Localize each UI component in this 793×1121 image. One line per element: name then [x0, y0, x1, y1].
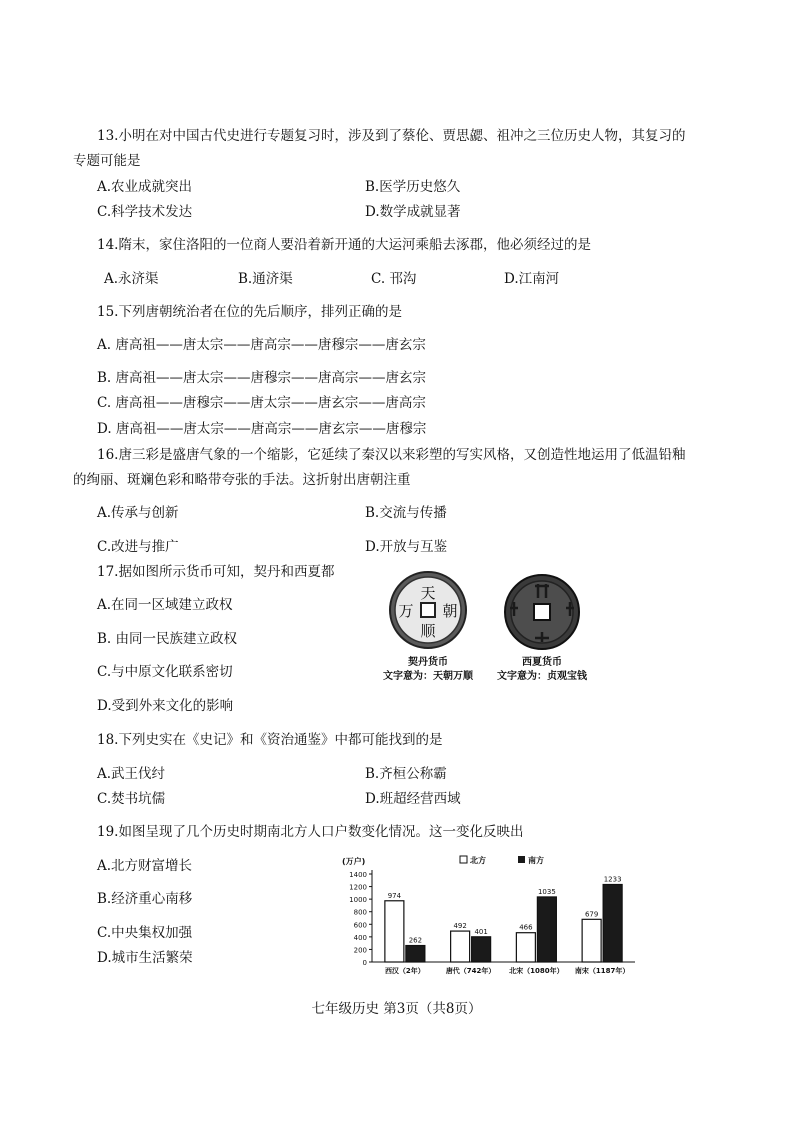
q19-option-b: B.经济重心南移: [97, 891, 193, 907]
q13-option-a: A.农业成就突出: [97, 179, 193, 195]
y-tick-label: 200: [353, 946, 367, 955]
q18-option-c: C.焚书坑儒: [97, 791, 166, 807]
q13-option-c: C.科学技术发达: [97, 204, 193, 220]
q18-option-d: D.班超经营西域: [365, 791, 461, 807]
bar-value-label: 262: [408, 936, 423, 945]
q17-option-c: C.与中原文化联系密切: [97, 664, 233, 680]
population-chart: [340, 852, 640, 982]
chart-legend: [460, 855, 544, 865]
bar-value-label: 492: [453, 922, 467, 931]
q14-stem: 14.隋末，家住洛阳的一位商人要沿着新开通的大运河乘船去涿郡，他必须经过的是: [97, 237, 591, 253]
khitan-coin-note: 文字意为：天朝万顺: [383, 671, 473, 682]
legend-label-south: 南方: [528, 856, 544, 865]
q17-option-b: B. 由同一民族建立政权: [97, 631, 238, 647]
western-xia-coin-name: 西夏货币: [522, 657, 562, 668]
bar: [537, 897, 556, 962]
q16-option-a: A.传承与创新: [97, 505, 179, 521]
y-tick-label: 1000: [349, 896, 367, 905]
bar: [603, 884, 622, 962]
q19-option-c: C.中央集权加强: [97, 925, 193, 941]
q15-option-a: A. 唐高祖——唐太宗——唐高宗——唐穆宗——唐玄宗: [97, 337, 426, 353]
q16-stem-line2: 的绚丽、斑斓色彩和略带夸张的手法。这折射出唐朝注重: [73, 472, 411, 488]
bar: [472, 937, 491, 962]
bar-value-label: 1035: [537, 887, 556, 896]
q19-stem: 19.如图呈现了几个历史时期南北方人口户数变化情况。这一变化反映出: [97, 824, 524, 840]
q16-option-c: C.改进与推广: [97, 539, 179, 555]
q18-option-a: A.武王伐纣: [97, 766, 166, 782]
q14-option-c: C. 邗沟: [371, 271, 417, 287]
bar-value-label: 974: [387, 891, 402, 900]
western-xia-coin: [505, 575, 579, 649]
y-tick-label: 800: [353, 908, 367, 917]
q13-stem-line1: 13.小明在对中国古代史进行专题复习时，涉及到了蔡伦、贾思勰、祖冲之三位历史人物，其复习的: [97, 128, 686, 144]
q14-option-d: D.江南河: [504, 271, 560, 287]
q16-option-d: D.开放与互鉴: [365, 539, 448, 555]
category-label: 北宋（1080年）: [509, 967, 564, 975]
legend-swatch-north: [460, 856, 467, 863]
y-tick-label: 600: [353, 921, 367, 930]
q19-option-a: A.北方财富增长: [97, 858, 193, 874]
bar-value-label: 679: [584, 910, 599, 919]
khitan-coin-char-right: 朝: [442, 602, 458, 620]
q17-stem: 17.据如图所示货币可知，契丹和西夏都: [97, 564, 335, 580]
q15-stem: 15.下列唐朝统治者在位的先后顺序，排列正确的是: [97, 304, 402, 320]
khitan-coin: [390, 572, 466, 648]
q13-option-b: B.医学历史悠久: [365, 179, 461, 195]
bar: [385, 901, 404, 962]
bar-value-label: 401: [474, 927, 488, 936]
category-label: 唐代（742年）: [445, 967, 496, 975]
y-tick-label: 1400: [349, 871, 367, 879]
y-tick-label: 0: [362, 959, 367, 967]
bar-value-label: 466: [519, 923, 533, 932]
bar: [516, 933, 535, 962]
q17-option-a: A.在同一区域建立政权: [97, 597, 233, 613]
western-xia-coin-note: 文字意为：贞观宝钱: [497, 671, 587, 682]
q13-option-d: D.数学成就显著: [365, 204, 461, 220]
q15-option-c: C. 唐高祖——唐穆宗——唐太宗——唐玄宗——唐高宗: [97, 395, 426, 411]
q15-option-b: B. 唐高祖——唐太宗——唐穆宗——唐高宗——唐玄宗: [97, 370, 427, 386]
category-label: 南宋（1187年）: [574, 967, 630, 975]
khitan-coin-char-bottom: 顺: [420, 622, 436, 640]
legend-swatch-south: [518, 856, 525, 863]
khitan-coin-char-top: 天: [420, 584, 436, 602]
category-label: 西汉（2年）: [384, 967, 425, 975]
khitan-coin-char-left: 万: [398, 602, 414, 620]
q14-option-b: B.通济渠: [238, 271, 293, 287]
q16-option-b: B.交流与传播: [365, 505, 447, 521]
q18-stem: 18.下列史实在《史记》和《资治通鉴》中都可能找到的是: [97, 732, 443, 748]
bar: [406, 946, 425, 962]
khitan-coin-name: 契丹货币: [408, 657, 448, 668]
bar: [451, 931, 470, 962]
y-tick-label: 400: [353, 933, 367, 942]
q16-stem-line1: 16.唐三彩是盛唐气象的一个缩影，它延续了秦汉以来彩塑的写实风格，又创造性地运用了低温铅釉: [97, 447, 686, 463]
y-tick-label: 1200: [349, 883, 367, 892]
bar-value-label: 1233: [603, 875, 622, 884]
q17-option-d: D.受到外来文化的影响: [97, 698, 234, 714]
bar: [582, 919, 601, 962]
q14-option-a: A.永济渠: [104, 271, 159, 287]
q18-option-b: B.齐桓公称霸: [365, 766, 447, 782]
q19-option-d: D.城市生活繁荣: [97, 950, 193, 966]
legend-label-north: 北方: [470, 856, 486, 865]
page-footer: 七年级历史 第3页（共8页）: [311, 1001, 482, 1017]
chart-ylabel: (万户): [342, 857, 366, 866]
q15-option-d: D. 唐高祖——唐太宗——唐高宗——唐玄宗——唐穆宗: [97, 421, 427, 437]
q13-stem-line2: 专题可能是: [73, 153, 141, 169]
coins-figure: [370, 570, 610, 685]
